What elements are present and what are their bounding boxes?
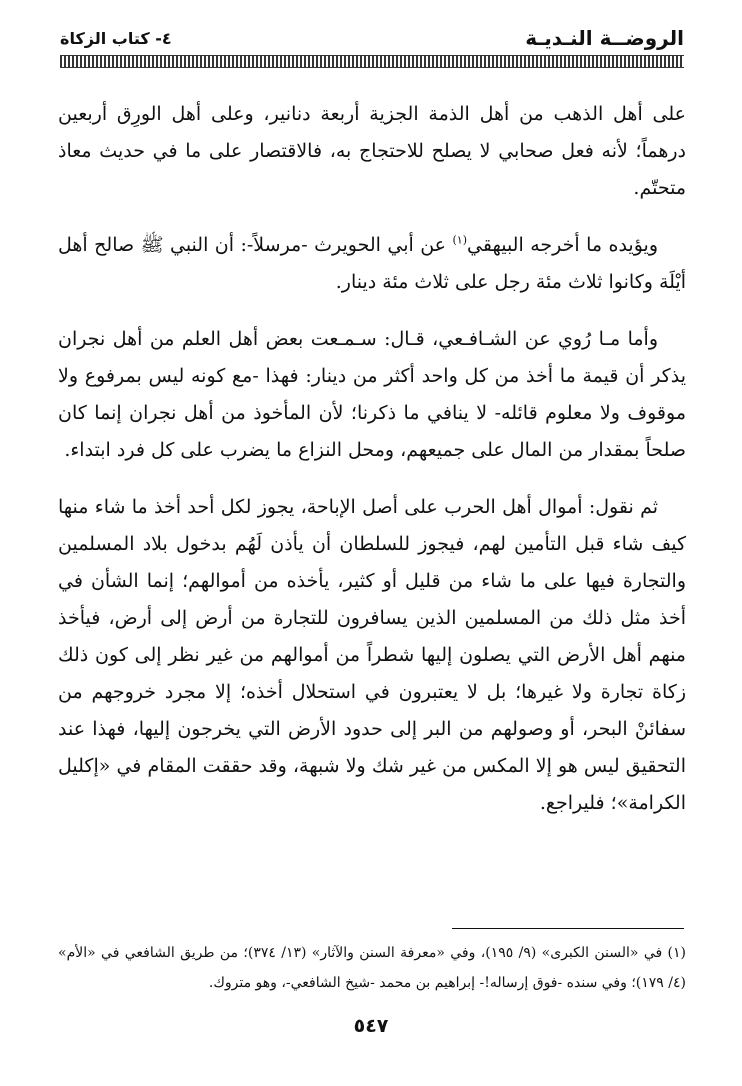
header-book-title: الروضــة النـديـة xyxy=(525,26,684,50)
running-header xyxy=(60,26,684,52)
paragraph-2 xyxy=(58,227,686,301)
paragraph-3: وأما مـا رُوي عن الشـافـعي، قـال: سـمـعت بعض أهل العلم من أهل نجران يذكر أن قيمة ما أخذ من كل واحد أكثر من دينار: فهذا -مع كونه ليس بمرفوع ولا موقوف ولا معلوم قائله- لا ينافي ما ذكرنا؛ لأن المأخوذ من أهل نجران إنما كان صلحاً بمقدار من المال على جميعهم، ومحل النزاع ما يضرب على كل فرد ابتداء. xyxy=(58,328,686,461)
paragraph-2-start: ويؤيده ما أخرجه البيهقي xyxy=(467,234,659,256)
footnote-separator xyxy=(452,928,684,929)
paragraph-4: ثم نقول: أموال أهل الحرب على أصل الإباحة، يجوز لكل أحد أخذ ما شاء منها كيف شاء قبل التأمين لهم، فيجوز للسلطان أن يأذن لَهُم بدخول بلاد المسلمين والتجارة فيها على ما شاء من قليل أو كثير، يأخذه من أموالهم؛ إنما الشأن في أخذ مثل ذلك من المسلمين الذين يسافرون للتجارة من أرض إلى أرض، فيأخذ منهم أهل الأرض التي يصلون إليها شطراً من أموالهم من غير نظر إلى كون ذلك زكاة تجارة ولا غيرها؛ بل لا يعتبرون في استحلال أخذه؛ إلا مجرد خروجهم من سفائنْ البحر، أو وصولهم من البر إلى حدود الأرض التي يخرجون إليها، فهذا عند التحقيق ليس هو إلا المكس من غير شك ولا شبهة، وقد حققت المقام في «إكليل الكرامة»؛ فليراجع. xyxy=(58,496,686,814)
header-chapter-title: ٤- كتاب الزكاة xyxy=(60,29,172,48)
header-decorative-rule xyxy=(60,55,684,68)
main-text xyxy=(58,96,686,842)
paragraph-2-end: عن أبي الحويرث -مرسلاً-: أن النبي ﷺ صالح أهل أيْلَة وكانوا ثلاث مئة رجل على ثلاث مئة دينار. xyxy=(58,234,686,293)
paragraph-1: على أهل الذهب من أهل الذمة الجزية أربعة دنانير، وعلى أهل الورِق أربعين درهماً؛ لأنه فعل صحابي لا يصلح للاحتجاج به، فالاقتصار على ما في حديث معاذ متحتّم. xyxy=(58,103,686,199)
footnote-marker[interactable]: (١) xyxy=(452,233,467,247)
page-number: ٥٤٧ xyxy=(353,1015,389,1037)
footnote: (١) في «السنن الكبرى» (٩/ ١٩٥)، وفي «معرفة السنن والآثار» (١٣/ ٣٧٤)؛ من طريق الشافعي في «الأم» (٤/ ١٧٩)؛ وفي سنده -فوق إرساله!- إبراهيم بن محمد -شيخ الشافعي-، وهو متروك. xyxy=(58,945,687,991)
